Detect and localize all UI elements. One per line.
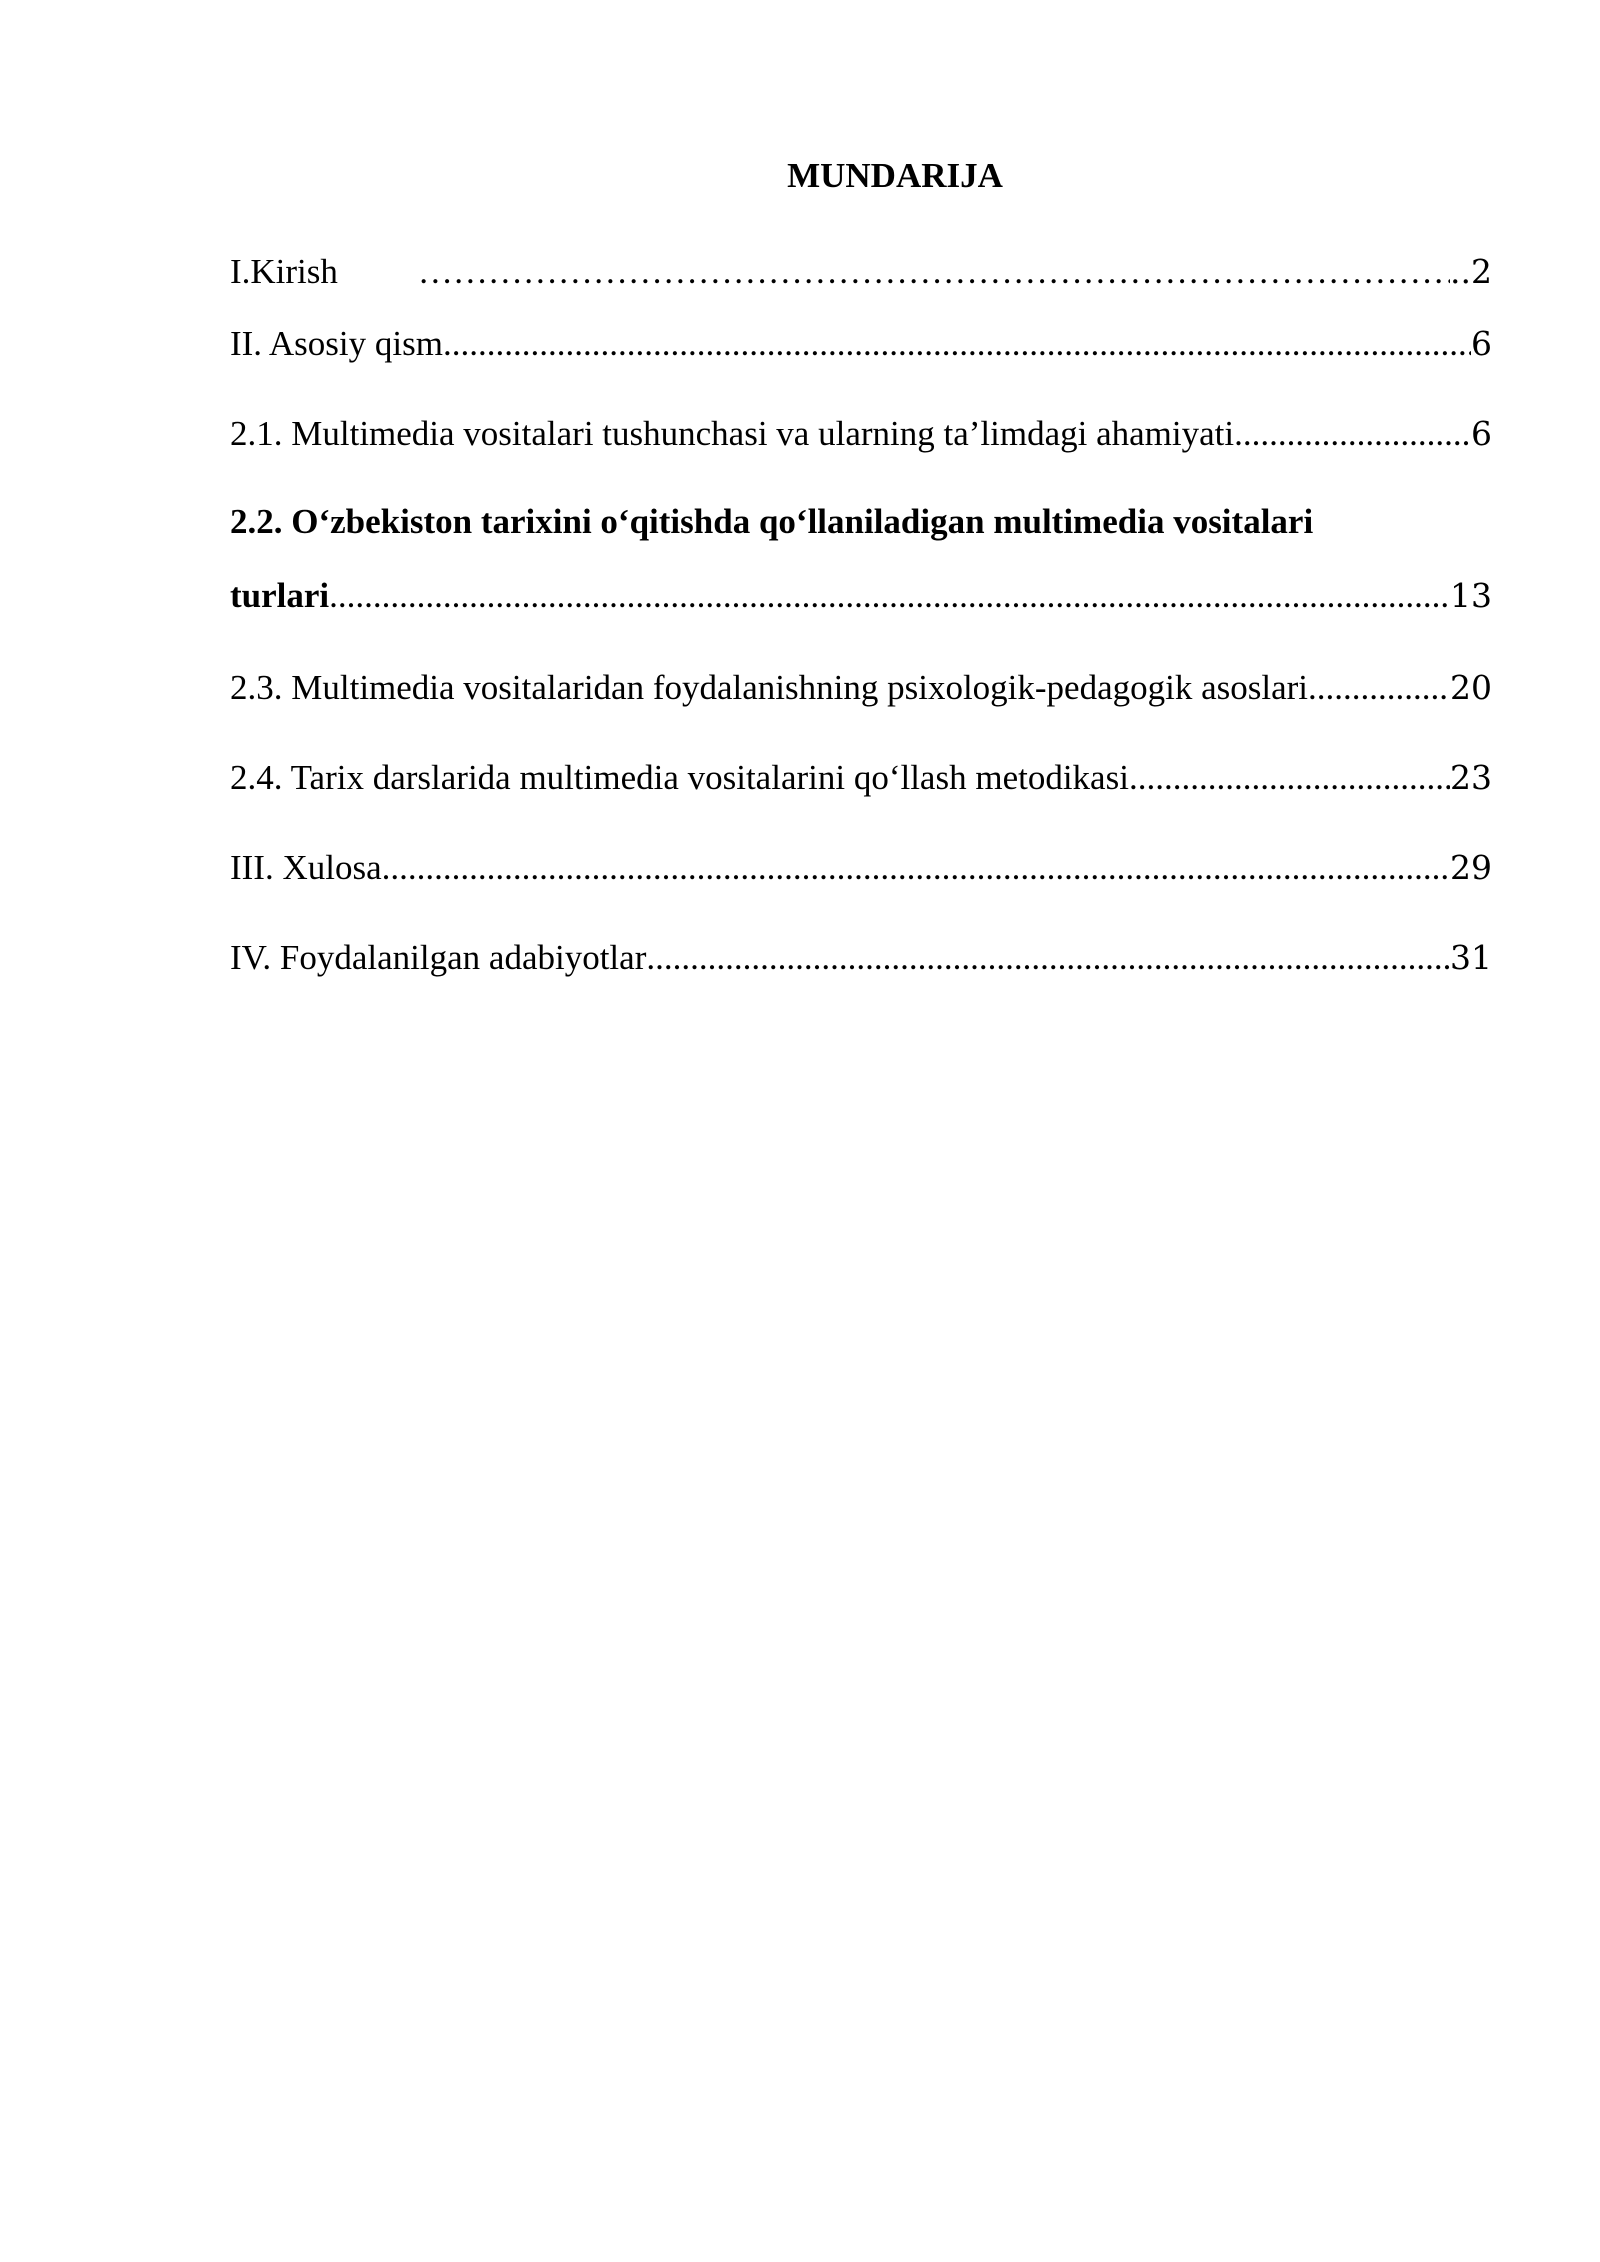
toc-entry-2-2-line1[interactable]: 2.2. O‘zbekiston tarixini o‘qitishda qo‘llaniladigan multimedia vositalari <box>230 502 1314 541</box>
toc-entry-adabiyotlar[interactable] <box>230 932 1492 984</box>
toc-entry-2-3[interactable] <box>230 662 1492 714</box>
toc-leader-dots <box>1234 408 1471 460</box>
toc-entry-label: III. Xulosa <box>230 848 382 887</box>
toc-entry-2-4[interactable] <box>230 752 1492 804</box>
toc-entry-label: I.Kirish <box>230 252 338 291</box>
toc-entry-asosiy-qism[interactable] <box>230 318 1492 370</box>
toc-entry-page: 29 <box>1450 848 1492 887</box>
toc-entry-page: 31 <box>1450 938 1492 977</box>
toc-entry-2-2[interactable] <box>230 570 1492 622</box>
toc-entry-label: 2.3. Multimedia vositalaridan foydalanishning psixologik-pedagogik asoslari <box>230 668 1309 707</box>
toc-entry-label: 2.4. Tarix darslarida multimedia vositalarini qo‘llash metodikasi <box>230 758 1129 797</box>
toc-entry-page: 6 <box>1471 324 1492 363</box>
toc-entry-page: 6 <box>1471 414 1492 453</box>
toc-entry-kirish[interactable] <box>230 246 1492 298</box>
toc-leader-dots <box>1308 662 1450 714</box>
toc-leader-dots <box>329 570 1450 622</box>
toc-entry-label: IV. Foydalanilgan adabiyotlar <box>230 938 647 977</box>
toc-entry-2-1[interactable] <box>230 408 1492 460</box>
toc-leader-dots <box>382 842 1450 894</box>
toc-title: MUNDARIJA <box>787 156 1003 195</box>
toc-entry-page: 13 <box>1450 576 1492 615</box>
toc-entry-label: turlari <box>230 576 330 615</box>
toc-entry-page: 23 <box>1450 758 1492 797</box>
toc-leader-dots <box>646 932 1450 984</box>
toc-leader-dots <box>418 246 1450 298</box>
toc-entry-page: 20 <box>1450 668 1492 707</box>
toc-entry-label: II. Asosiy qism <box>230 324 443 363</box>
toc-leader-dots <box>1129 752 1450 804</box>
toc-entry-page: ..2 <box>1450 252 1492 291</box>
toc-entry-label: 2.1. Multimedia vositalari tushunchasi va ularning ta’limdagi ahamiyati <box>230 414 1235 453</box>
toc-entry-xulosa[interactable] <box>230 842 1492 894</box>
toc-leader-dots <box>443 318 1471 370</box>
